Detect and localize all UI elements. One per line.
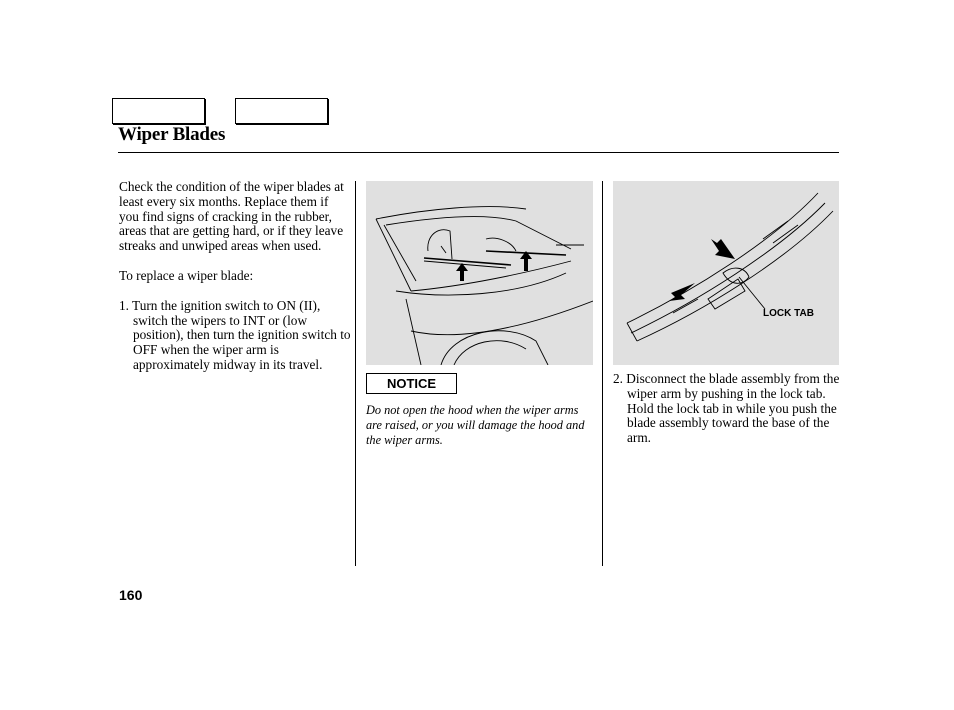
column-divider-1 [355, 181, 356, 566]
lock-tab-label: LOCK TAB [763, 308, 814, 319]
car-windshield-drawing [366, 181, 593, 365]
column-divider-2 [602, 181, 603, 566]
wiper-arms-raised-illustration [366, 181, 593, 365]
notice-badge: NOTICE [366, 373, 457, 394]
notice-text: Do not open the hood when the wiper arms are raised, or you will damage the hood and the wiper arms. [366, 403, 585, 447]
page-title: Wiper Blades [118, 124, 226, 145]
step-2: 2. Disconnect the blade assembly from the wiper arm by pushing in the lock tab. Hold the lock tab in while you push the blade assembly toward the base of the arm. [613, 371, 840, 446]
nav-button-right[interactable] [235, 98, 328, 124]
step-1: 1. Turn the ignition switch to ON (II), switch the wipers to INT or (low position), then turn the ignition switch to OFF when the wiper arm is approximately midway in its travel. [119, 297, 351, 372]
left-column [119, 180, 351, 373]
replace-heading: To replace a wiper blade: [119, 267, 254, 283]
intro-paragraph: Check the condition of the wiper blades at least every six months. Replace them if you find signs of cracking in the rubber, areas that are getting hard, or if they leave streaks and unwiped areas when used. [119, 179, 344, 254]
nav-button-left[interactable] [112, 98, 205, 124]
lock-tab-illustration [613, 181, 839, 365]
page-number: 160 [119, 587, 143, 603]
title-rule [118, 152, 839, 153]
wiper-blade-lock-tab-drawing [613, 181, 839, 365]
